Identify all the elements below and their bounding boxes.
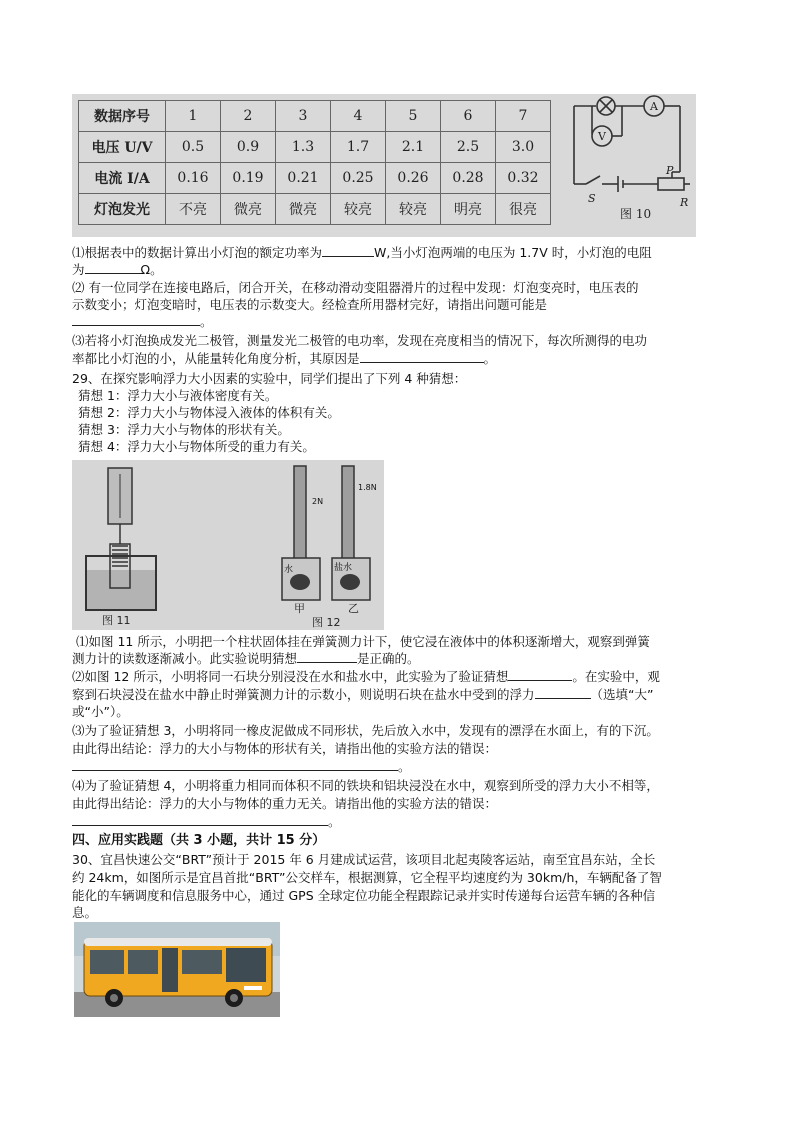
ammeter-label: A bbox=[650, 100, 658, 113]
resistor-label: R bbox=[680, 196, 689, 209]
answer-blank[interactable] bbox=[297, 650, 357, 663]
table-cell: 2.5 bbox=[441, 132, 496, 163]
brt-bus-photo bbox=[74, 922, 280, 1017]
table-row-header: 数据序号 bbox=[79, 101, 166, 132]
q28-part3-line2: 率都比小灯泡的小，从能量转化角度分析，其原因是 。 bbox=[72, 351, 497, 366]
table-cell: 1.7 bbox=[331, 132, 386, 163]
table-cell: 不亮 bbox=[166, 194, 221, 225]
table-cell: 2.1 bbox=[386, 132, 441, 163]
switch-symbol bbox=[586, 176, 600, 184]
answer-blank[interactable] bbox=[85, 261, 141, 274]
answer-blank[interactable] bbox=[360, 350, 484, 363]
q29-part4-line2: 由此得出结论：浮力的大小与物体的重力无关。请指出他的实验方法的错误： bbox=[72, 796, 498, 811]
figure-12-drawing bbox=[282, 466, 377, 629]
q30-line4: 息。 bbox=[72, 905, 98, 920]
table-cell: 4 bbox=[331, 101, 386, 132]
answer-blank[interactable] bbox=[72, 313, 200, 326]
table-cell: 5 bbox=[386, 101, 441, 132]
table-row-header: 电压 U/V bbox=[79, 132, 166, 163]
table-cell: 0.25 bbox=[331, 163, 386, 194]
figure-10 bbox=[72, 94, 696, 237]
table-row-header: 灯泡发光 bbox=[79, 194, 166, 225]
switch-label: S bbox=[588, 192, 596, 205]
answer-blank[interactable] bbox=[72, 813, 328, 826]
q28-part1-line2: 为 Ω。 bbox=[72, 262, 163, 277]
q30-line3: 能化的车辆调度和信息服务中心，通过 GPS 全球定位功能全程跟踪记录并实时传递每台运营车辆的各种信 bbox=[72, 888, 656, 903]
table-cell: 0.28 bbox=[441, 163, 496, 194]
q29-part2-line1: ⑵如图 12 所示，小明将同一石块分别浸没在水和盐水中，此实验为了验证猜想 。在实验中，观 bbox=[72, 669, 660, 684]
buoyancy-experiment-illustration bbox=[72, 460, 384, 630]
table-cell: 0.26 bbox=[386, 163, 441, 194]
q29-part2-line2: 察到石块浸没在盐水中静止时弹簧测力计的示数小，则说明石块在盐水中受到的浮力 （选填“大” bbox=[72, 687, 654, 702]
table-cell: 微亮 bbox=[221, 194, 276, 225]
q29-guess-4: 猜想 4：浮力大小与物体所受的重力有关。 bbox=[78, 439, 315, 454]
q29-part3-line1: ⑶为了验证猜想 3，小明将同一橡皮泥做成不同形状，先后放入水中，发现有的漂浮在水面上，有的下沉。 bbox=[72, 723, 659, 738]
table-cell: 1 bbox=[166, 101, 221, 132]
table-cell: 3.0 bbox=[496, 132, 551, 163]
reading-jia: 2N bbox=[312, 497, 324, 506]
table-cell: 1.3 bbox=[276, 132, 331, 163]
table-cell: 6 bbox=[441, 101, 496, 132]
table-cell: 3 bbox=[276, 101, 331, 132]
table-cell: 0.16 bbox=[166, 163, 221, 194]
answer-blank[interactable] bbox=[72, 758, 398, 771]
q29-guess-3: 猜想 3：浮力大小与物体的形状有关。 bbox=[78, 422, 290, 437]
table-cell: 较亮 bbox=[331, 194, 386, 225]
table-cell: 0.9 bbox=[221, 132, 276, 163]
table-cell: 明亮 bbox=[441, 194, 496, 225]
voltmeter-label: V bbox=[598, 130, 606, 143]
q29-part2-line3: 或“小”）。 bbox=[72, 704, 129, 719]
table-cell: 微亮 bbox=[276, 194, 331, 225]
table-cell: 很亮 bbox=[496, 194, 551, 225]
q29-intro: 29、在探究影响浮力大小因素的实验中，同学们提出了下列 4 种猜想： bbox=[72, 371, 467, 386]
figure-11-12 bbox=[72, 460, 384, 630]
answer-blank[interactable] bbox=[508, 668, 572, 681]
q28-part2-line2: 示数变小；灯泡变暗时，电压表的示数变大。经检查所用器材完好，请指出问题可能是 bbox=[72, 297, 548, 312]
q29-part4-line3: 。 bbox=[72, 813, 341, 830]
table-cell: 0.5 bbox=[166, 132, 221, 163]
table-row bbox=[79, 101, 551, 132]
liquid-saltwater-label: 盐水 bbox=[334, 563, 353, 573]
label-jia: 甲 bbox=[294, 602, 305, 615]
q30-line1: 30、宜昌快速公交“BRT”预计于 2015 年 6 月建成试运营，该项目北起夷陵客运站，南至宜昌东站，全长 bbox=[72, 852, 656, 867]
reading-yi: 1.8N bbox=[358, 483, 377, 492]
table-row bbox=[79, 163, 551, 194]
q28-part2-line3: 。 bbox=[72, 313, 213, 330]
q29-part3-line3: 。 bbox=[72, 758, 411, 775]
data-table bbox=[78, 100, 551, 225]
q28-part1-line1: ⑴根据表中的数据计算出小灯泡的额定功率为 W,当小灯泡两端的电压为 1.7V 时，小灯泡的电阻 bbox=[72, 245, 652, 260]
q28-part2-line1: ⑵ 有一位同学在连接电路后，闭合开关，在移动滑动变阻器滑片的过程中发现：灯泡变亮时，电压表的 bbox=[72, 280, 639, 295]
figure-11-drawing bbox=[86, 468, 156, 627]
table-cell: 0.21 bbox=[276, 163, 331, 194]
table-row-header: 电流 I/A bbox=[79, 163, 166, 194]
q29-part1-line2: 测力计的读数逐渐减小。此实验说明猜想 是正确的。 bbox=[72, 651, 420, 666]
q29-guess-1: 猜想 1：浮力大小与液体密度有关。 bbox=[78, 388, 278, 403]
liquid-water-label: 水 bbox=[284, 565, 294, 575]
q29-part1-line1: ⑴如图 11 所示，小明把一个柱状固体挂在弹簧测力计下，使它浸在液体中的体积逐渐增大，观察到弹簧 bbox=[76, 634, 650, 649]
answer-blank[interactable] bbox=[535, 686, 591, 699]
table-row bbox=[79, 194, 551, 225]
q29-part4-line1: ⑷为了验证猜想 4，小明将重力相同而体积不同的铁块和铝块浸没在水中，观察到所受的浮力大小不相等， bbox=[72, 778, 659, 793]
table-cell: 7 bbox=[496, 101, 551, 132]
label-yi: 乙 bbox=[348, 602, 359, 615]
figure-12-caption: 图 12 bbox=[312, 616, 341, 629]
section-4-title: 四、应用实践题（共 3 小题，共计 15 分） bbox=[72, 833, 326, 848]
table-cell: 较亮 bbox=[386, 194, 441, 225]
slider-label: P bbox=[666, 164, 674, 177]
q28-part3-line1: ⑶若将小灯泡换成发光二极管，测量发光二极管的电功率，发现在亮度相当的情况下，每次所测得的电功 bbox=[72, 333, 648, 348]
rheostat-symbol bbox=[658, 178, 684, 190]
figure-10-caption: 图 10 bbox=[620, 207, 652, 221]
table-cell: 2 bbox=[221, 101, 276, 132]
answer-blank[interactable] bbox=[322, 244, 374, 257]
q29-guess-2: 猜想 2：浮力大小与物体浸入液体的体积有关。 bbox=[78, 405, 340, 420]
q29-part3-line2: 由此得出结论：浮力的大小与物体的形状有关，请指出他的实验方法的错误： bbox=[72, 741, 498, 756]
table-cell: 0.32 bbox=[496, 163, 551, 194]
q30-line2: 约 24km，如图所示是宜昌首批“BRT”公交样车，根据测算，它全程平均速度约为 30km/h，车辆配备了智 bbox=[72, 870, 662, 885]
circuit-diagram bbox=[562, 94, 696, 237]
table-row bbox=[79, 132, 551, 163]
table-cell: 0.19 bbox=[221, 163, 276, 194]
figure-11-caption: 图 11 bbox=[102, 614, 131, 627]
